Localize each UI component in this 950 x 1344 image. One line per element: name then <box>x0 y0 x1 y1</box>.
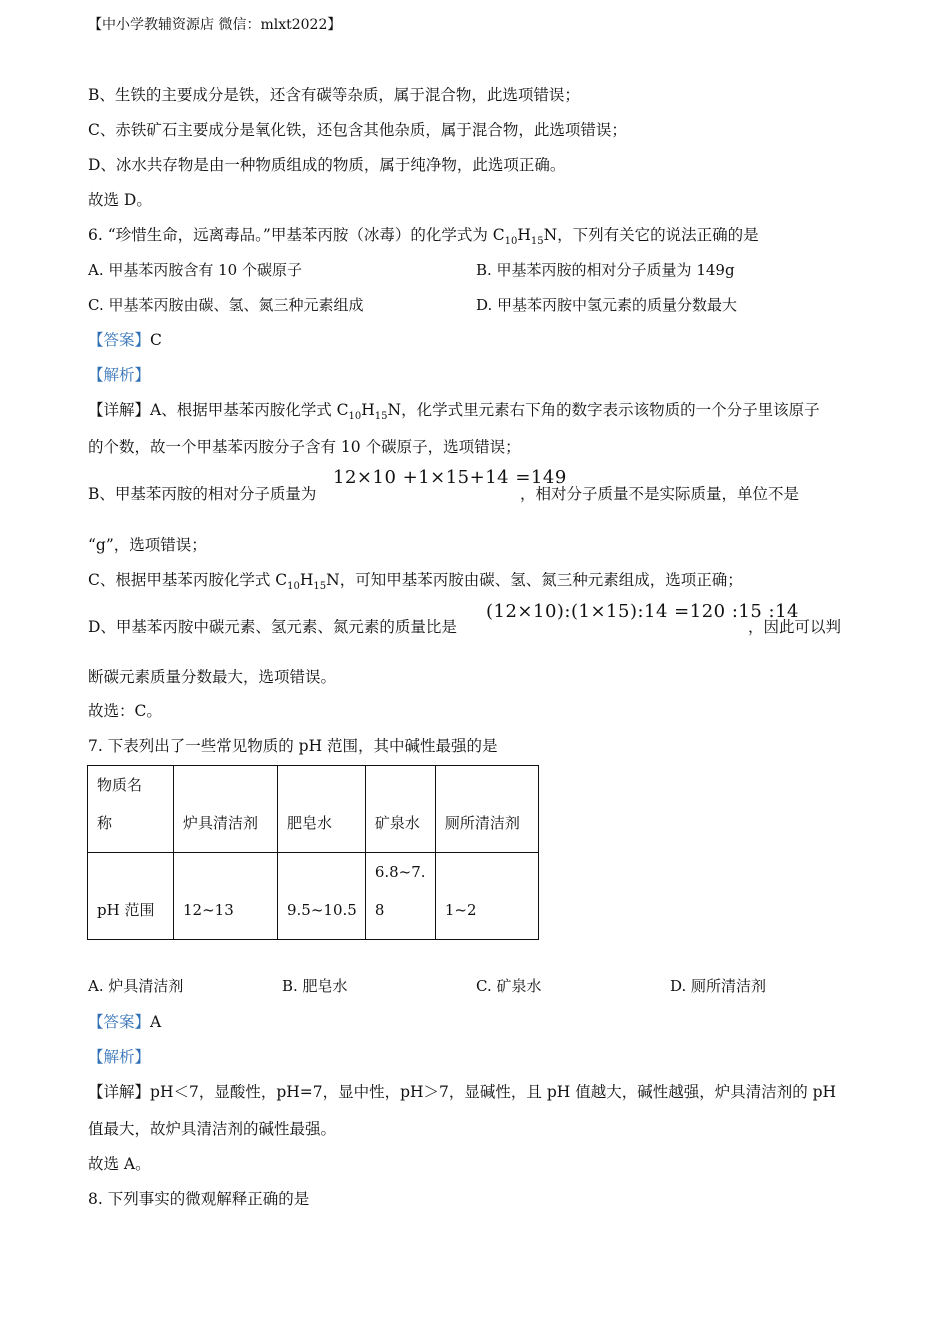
q6-detail-a-line1: 【详解】A、根据甲基苯丙胺化学式 $C_{10}H_{15}N$，化学式里元素右下角的数字表示该物质的一个分子里该原子 <box>88 401 820 423</box>
q5-conclusion: 故选 D。 <box>88 191 152 209</box>
table-row <box>88 853 539 940</box>
table-cell: 炉具清洁剂 <box>174 766 278 853</box>
q6-option-b: B. 甲基苯丙胺的相对分子质量为 149g <box>476 261 735 279</box>
q6-option-c: C. 甲基苯丙胺由碳、氢、氮三种元素组成 <box>88 296 364 314</box>
q5-option-d-explanation: D、冰水共存物是由一种物质组成的物质，属于纯净物，此选项正确。 <box>88 156 566 174</box>
q6-conclusion: 故选：C。 <box>88 702 162 720</box>
q6-formula-molecular-mass: 12×10 +1×15+14 =149 <box>333 467 567 488</box>
q7-option-b: B. 肥皂水 <box>282 977 348 995</box>
q5-option-b-explanation: B、生铁的主要成分是铁，还含有碳等杂质，属于混合物，此选项错误； <box>88 86 580 104</box>
table-cell: pH 范围 <box>88 853 174 940</box>
page-header: 【中小学教辅资源店 微信：mlxt2022】 <box>88 17 342 33</box>
table-cell: 1~2 <box>435 853 538 940</box>
table-cell: 6.8~7. 8 <box>365 853 435 940</box>
q7-option-d: D. 厕所清洁剂 <box>670 977 767 995</box>
q6-option-d: D. 甲基苯丙胺中氢元素的质量分数最大 <box>476 296 738 314</box>
q7-analysis-label: 【解析】 <box>88 1048 151 1066</box>
q5-option-c-explanation: C、赤铁矿石主要成分是氧化铁，还包含其他杂质，属于混合物，此选项错误； <box>88 121 627 139</box>
q6-detail-d-line1: D、甲基苯丙胺中碳元素、氢元素、氮元素的质量比是 <box>88 618 457 636</box>
q6-detail-d-line2: 断碳元素质量分数最大，选项错误。 <box>88 668 337 686</box>
q6-answer: 【答案】C <box>88 331 162 349</box>
q6-detail-c: C、根据甲基苯丙胺化学式 $C_{10}H_{15}N$，可知甲基苯丙胺由碳、氢、氮三种元素组成，选项正确； <box>88 571 743 593</box>
q7-option-c: C. 矿泉水 <box>476 977 542 995</box>
q7-stem: 7. 下表列出了一些常见物质的 pH 范围，其中碱性最强的是 <box>88 737 498 755</box>
table-cell: 矿泉水 <box>365 766 435 853</box>
q6-option-a: A. 甲基苯丙胺含有 10 个碳原子 <box>88 261 302 279</box>
q7-option-a: A. 炉具清洁剂 <box>88 977 184 995</box>
table-cell: 厕所清洁剂 <box>435 766 538 853</box>
q8-stem: 8. 下列事实的微观解释正确的是 <box>88 1190 310 1208</box>
q6-stem: 6. “珍惜生命，远离毒品。”甲基苯丙胺（冰毒）的化学式为 $C_{10}H_{15}N$，下列有关它的说法正确的是 <box>88 226 759 248</box>
table-cell: 9.5~10.5 <box>278 853 366 940</box>
table-cell: 物质名 称 <box>88 766 174 853</box>
table-cell: 12~13 <box>174 853 278 940</box>
table-cell: 肥皂水 <box>278 766 366 853</box>
q7-detail-line2: 值最大，故炉具清洁剂的碱性最强。 <box>88 1120 337 1138</box>
q6-formula-mass-ratio: (12×10):(1×15):14 =120 :15 :14 <box>486 601 799 622</box>
q7-detail-line1: 【详解】pH＜7，显酸性，pH=7，显中性，pH＞7，显碱性，且 pH 值越大，碱性越强，炉具清洁剂的 pH <box>88 1083 837 1101</box>
q6-detail-d-line1-tail: ，因此可以判 <box>748 618 842 636</box>
q6-detail-b-line1-tail: ，相对分子质量不是实际质量，单位不是 <box>520 485 800 503</box>
q6-detail-b-line2: “g”，选项错误； <box>88 536 207 554</box>
q7-conclusion: 故选 A。 <box>88 1155 151 1173</box>
q6-detail-b-line1: B、甲基苯丙胺的相对分子质量为 <box>88 485 317 503</box>
table-header-row <box>88 766 539 853</box>
q6-analysis-label: 【解析】 <box>88 366 151 384</box>
q6-detail-a-line2: 的个数，故一个甲基苯丙胺分子含有 10 个碳原子，选项错误； <box>88 438 521 456</box>
q7-answer: 【答案】A <box>88 1013 162 1031</box>
ph-range-table <box>87 765 539 940</box>
